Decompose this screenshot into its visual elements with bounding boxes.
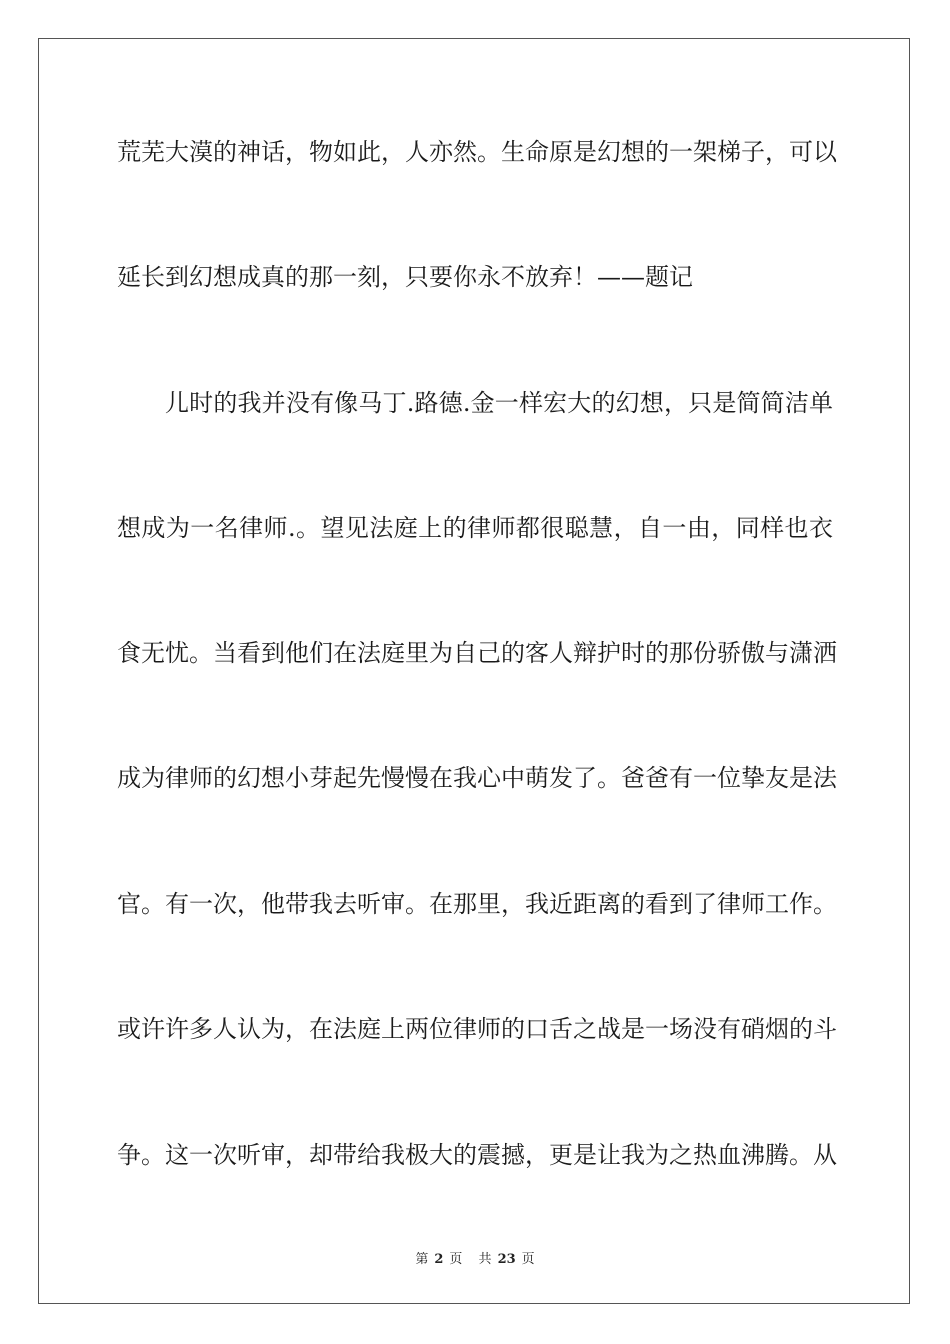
paragraph-line: 成为律师的幻想小芽起先慢慢在我心中萌发了。爸爸有一位挚友是法 [117, 764, 837, 792]
paragraph-line: 官。有一次，他带我去听审。在那里，我近距离的看到了律师工作。 [117, 890, 837, 918]
total-prefix: 共 [478, 1252, 492, 1267]
paragraph-line: 食无忧。当看到他们在法庭里为自己的客人辩护时的那份骄傲与潇洒 [117, 639, 837, 667]
paragraph-line: 想成为一名律师.。望见法庭上的律师都很聪慧，自一由，同样也衣 [117, 514, 833, 542]
total-pages: 23 [497, 1252, 516, 1267]
total-indicator [476, 1252, 538, 1267]
total-suffix: 页 [521, 1252, 535, 1267]
paragraph-line: 儿时的我并没有像马丁.路德.金一样宏大的幻想，只是简简洁单 [165, 389, 833, 417]
page-border [38, 38, 910, 1304]
page-prefix: 第 [415, 1252, 429, 1267]
page-footer [0, 1248, 950, 1267]
paragraph-line: 荒芜大漠的神话，物如此，人亦然。生命原是幻想的一架梯子，可以 [117, 138, 837, 166]
page-suffix: 页 [449, 1252, 463, 1267]
page-number: 2 [434, 1252, 444, 1267]
paragraph-line: 争。这一次听审，却带给我极大的震撼，更是让我为之热血沸腾。从 [117, 1141, 837, 1169]
page-indicator [412, 1252, 465, 1267]
paragraph-line: 延长到幻想成真的那一刻，只要你永不放弃！——题记 [117, 263, 693, 291]
paragraph-line: 或许许多人认为，在法庭上两位律师的口舌之战是一场没有硝烟的斗 [117, 1015, 837, 1043]
